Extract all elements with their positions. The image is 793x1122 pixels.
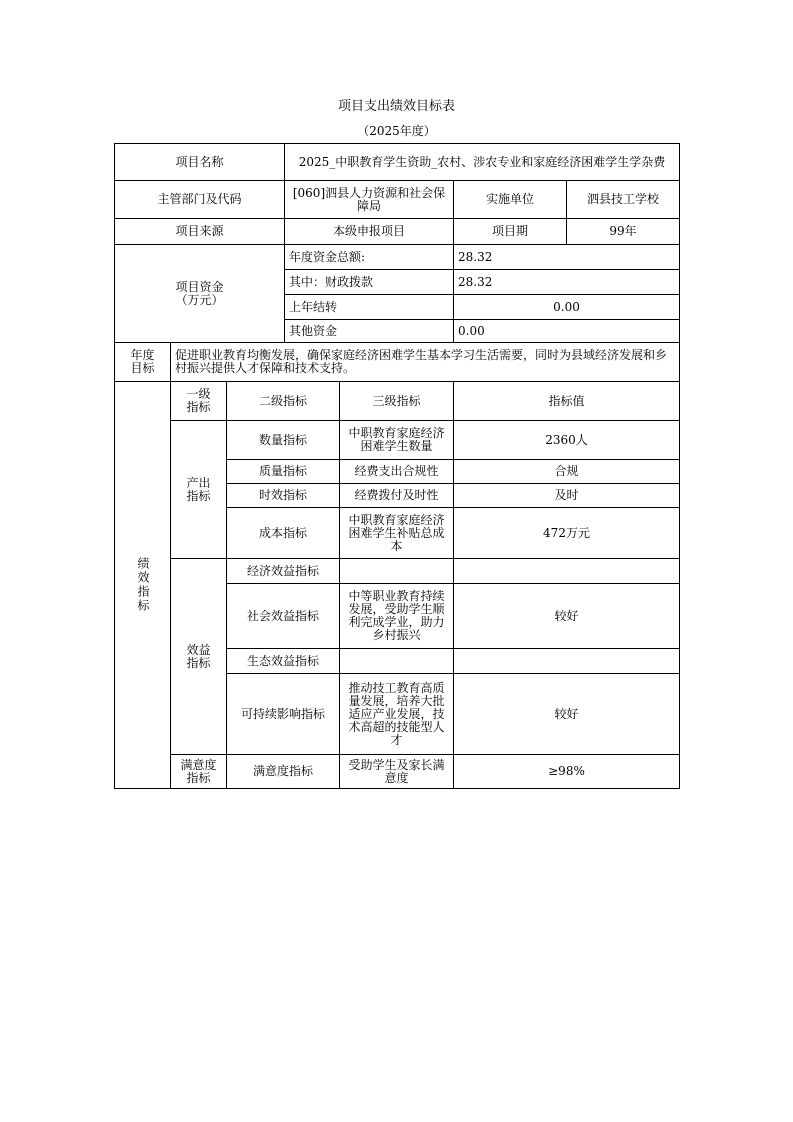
- table-row-value: [453, 648, 680, 674]
- table-row-l3: 中等职业教育持续发展，受助学生顺利完成学业，助力乡村振兴: [339, 583, 454, 649]
- table-row-value: 较好: [453, 583, 680, 649]
- table-row-value: 合规: [453, 459, 680, 484]
- table-row-l2: 生态效益指标: [226, 648, 340, 674]
- table-row-l3: 经费拨付及时性: [339, 483, 454, 508]
- dept-label: 主管部门及代码: [114, 180, 285, 219]
- source-label: 项目来源: [114, 218, 285, 245]
- impl-unit-value: 泗县技工学校: [566, 180, 680, 219]
- annual-goal-text: 促进职业教育均衡发展，确保家庭经济困难学生基本学习生活需要，同时为县域经济发展和乡村振兴提供人才保障和技术支持。: [170, 342, 680, 382]
- table-row-l2: 满意度指标: [226, 754, 340, 789]
- period-label: 项目期: [453, 218, 567, 245]
- funds-fiscal-value: 28.32: [453, 269, 680, 295]
- output-indicators-label: 产出指标: [170, 420, 227, 559]
- table-row-l2: 时效指标: [226, 483, 340, 508]
- project-name-label: 项目名称: [114, 143, 285, 181]
- indicators-section-label-text: 绩效指标: [136, 557, 150, 613]
- table-row-l3: 中职教育家庭经济困难学生数量: [339, 420, 454, 460]
- page-subtitle-year: （2025年度）: [357, 124, 436, 138]
- funds-total-label: 年度资金总额:: [284, 244, 454, 270]
- header-level2: 二级指标: [226, 381, 340, 421]
- table-row-value: 较好: [453, 673, 680, 755]
- funds-fiscal-label: 其中：财政拨款: [284, 269, 454, 295]
- table-row-l3: 受助学生及家长满意度: [339, 754, 454, 789]
- header-level1: 一级指标: [170, 381, 227, 421]
- period-value: 99年: [566, 218, 680, 245]
- funds-label-line2: （万元）: [175, 292, 224, 307]
- table-row-l3: 推动技工教育高质量发展，培养大批适应产业发展，技术高超的技能型人才: [339, 673, 454, 755]
- header-level3: 三级指标: [339, 381, 454, 421]
- table-row-l3: [339, 648, 454, 674]
- table-row-value: 及时: [453, 483, 680, 508]
- funds-carryover-label: 上年结转: [284, 294, 454, 320]
- benefit-indicators-label: 效益指标: [170, 558, 227, 755]
- funds-label-line1: 项目资金: [175, 279, 224, 294]
- project-name-value: 2025_中职教育学生资助_农村、涉农专业和家庭经济困难学生学杂费: [284, 143, 680, 181]
- table-row-l2: 质量指标: [226, 459, 340, 484]
- header-value: 指标值: [453, 381, 680, 421]
- impl-unit-label: 实施单位: [453, 180, 567, 219]
- table-row-value: ≥98%: [453, 754, 680, 789]
- table-row-l3: [339, 558, 454, 584]
- table-row-l2: 社会效益指标: [226, 583, 340, 649]
- funds-other-label: 其他资金: [284, 319, 454, 343]
- annual-goal-label: 年度目标: [114, 342, 171, 382]
- indicators-section-label: [114, 381, 171, 789]
- funds-label: [114, 244, 285, 343]
- funds-carryover-value: 0.00: [453, 294, 680, 320]
- source-value: 本级申报项目: [284, 218, 454, 245]
- table-row-l2: 经济效益指标: [226, 558, 340, 584]
- table-row-value: [453, 558, 680, 584]
- dept-value: [060]泗县人力资源和社会保障局: [284, 180, 454, 219]
- table-row-l2: 成本指标: [226, 507, 340, 559]
- page-title: 项目支出绩效目标表: [337, 99, 455, 114]
- table-row-l3: 经费支出合规性: [339, 459, 454, 484]
- funds-other-value: 0.00: [453, 319, 680, 343]
- table-row-l3: 中职教育家庭经济困难学生补贴总成本: [339, 507, 454, 559]
- table-row-l2: 数量指标: [226, 420, 340, 460]
- table-row-l2: 可持续影响指标: [226, 673, 340, 755]
- funds-total-value: 28.32: [453, 244, 680, 270]
- table-row-value: 472万元: [453, 507, 680, 559]
- table-row-value: 2360人: [453, 420, 680, 460]
- satisfaction-indicators-label: 满意度指标: [170, 754, 227, 789]
